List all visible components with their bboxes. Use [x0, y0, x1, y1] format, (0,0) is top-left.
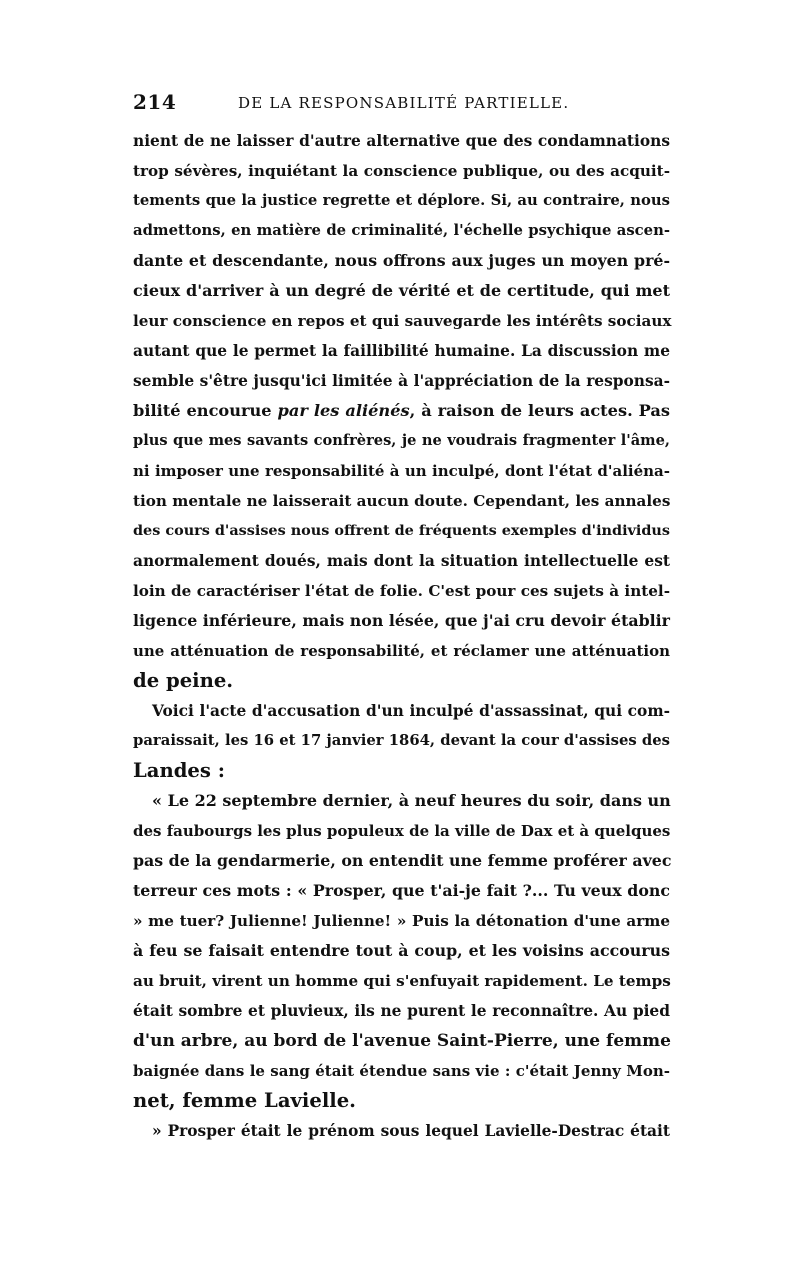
text-line: admettons, en matière de criminalité, l'échelle psychique ascen- — [133, 222, 670, 239]
text-line: ni imposer une responsabilité à un inculpé, dont l'état d'aliéna- — [133, 462, 670, 480]
text-line: autant que le permet la faillibilité humaine. La discussion me — [133, 342, 670, 360]
text-line: ligence inférieure, mais non lésée, que j'ai cru devoir établir — [133, 611, 670, 630]
text-line: paraissait, les 16 et 17 janvier 1864, devant la cour d'assises des — [133, 732, 670, 749]
text-line: leur conscience en repos et qui sauvegarde les intérêts sociaux — [133, 312, 672, 330]
text-run: bilité encourue — [133, 401, 278, 420]
text-line: nient de ne laisser d'autre alternative que des condamnations — [133, 132, 670, 150]
page-header — [133, 90, 673, 118]
text-line: Landes : — [133, 759, 225, 782]
italic-phrase: par les aliénés — [277, 401, 410, 420]
text-line: était sombre et pluvieux, ils ne purent le reconnaître. Au pied — [133, 1002, 670, 1020]
text-line: semble s'être jusqu'ici limitée à l'appréciation de la responsa- — [133, 372, 670, 390]
text-line: des faubourgs les plus populeux de la ville de Dax et à quelques — [133, 822, 671, 840]
text-line: Voici l'acte d'accusation d'un inculpé d'assassinat, qui com- — [152, 702, 670, 720]
text-line: une atténuation de responsabilité, et réclamer une atténuation — [133, 642, 670, 660]
text-line: » me tuer? Julienne! Julienne! » Puis la détonation d'une arme — [133, 912, 670, 930]
text-line: tion mentale ne laisserait aucun doute. Cependant, les annales — [133, 492, 671, 510]
text-line: terreur ces mots : « Prosper, que t'ai-je fait ?... Tu veux donc — [133, 881, 670, 900]
text-line: anormalement doués, mais dont la situation intellectuelle est — [133, 552, 670, 570]
text-line: plus que mes savants confrères, je ne voudrais fragmenter l'âme, — [133, 432, 670, 449]
text-line: dante et descendante, nous offrons aux juges un moyen pré- — [133, 251, 670, 270]
text-line: baignée dans le sang était étendue sans vie : c'était Jenny Mon- — [133, 1062, 670, 1080]
text-line-with-italic — [133, 396, 670, 426]
text-line: » Prosper était le prénom sous lequel Lavielle-Destrac était — [152, 1122, 670, 1140]
text-line: « Le 22 septembre dernier, à neuf heures du soir, dans un — [152, 791, 671, 810]
text-line: pas de la gendarmerie, on entendit une femme proférer avec — [133, 851, 672, 870]
text-line: des cours d'assises nous offrent de fréquents exemples d'individus — [133, 522, 670, 539]
text-line: d'un arbre, au bord de l'avenue Saint-Pierre, une femme — [133, 1031, 671, 1051]
text-line: au bruit, virent un homme qui s'enfuyait rapidement. Le temps — [133, 972, 671, 990]
text-line: tements que la justice regrette et déplore. Si, au contraire, nous — [133, 192, 670, 209]
running-head: DE LA RESPONSABILITÉ PARTIELLE. — [238, 94, 570, 112]
text-line: trop sévères, inquiétant la conscience publique, ou des acquit- — [133, 162, 670, 180]
page-number: 214 — [133, 90, 177, 114]
text-line: à feu se faisait entendre tout à coup, et les voisins accourus — [133, 941, 670, 960]
text-line: net, femme Lavielle. — [133, 1089, 356, 1112]
text-line: loin de caractériser l'état de folie. C'est pour ces sujets à intel- — [133, 582, 670, 600]
text-run: , à raison de leurs actes. Pas — [409, 401, 670, 420]
text-line: de peine. — [133, 669, 234, 692]
text-line: cieux d'arriver à un degré de vérité et de certitude, qui met — [133, 281, 670, 300]
